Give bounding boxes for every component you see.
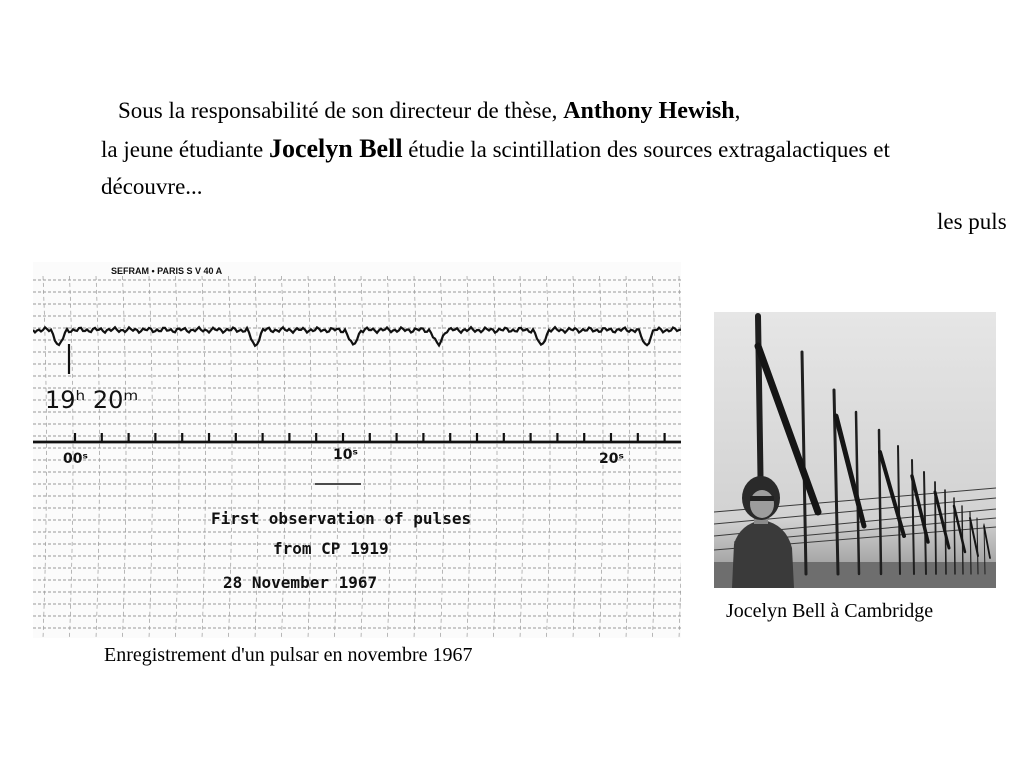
handwritten-note-line-2: from CP 1919 [273,539,389,558]
handwritten-note-line-3: 28 November 1967 [223,573,378,592]
anthony-hewish-name: Anthony Hewish [563,98,735,124]
handwritten-note-line-1: First observation of pulses [211,509,472,528]
intro-text-3: étudie la scintillation des sources extragalactiques et découvre... [101,137,890,199]
chart-paper-header: SEFRAM • PARIS S V 40 A [111,266,223,276]
recording-caption: Enregistrement d'un pulsar en novembre 1967 [104,644,473,666]
intro-comma: , [734,98,741,123]
intro-paragraph [101,92,981,205]
pulsars-text: les puls [937,209,1007,234]
tick-label-00: 00ˢ [63,451,88,467]
intro-text-1: Sous la responsabilité de son directeur de thèse, [118,98,564,123]
jocelyn-bell-name: Jocelyn Bell [268,134,403,163]
tick-label-20: 20ˢ [599,451,624,467]
pulsar-recording-image [33,262,681,638]
photo-caption: Jocelyn Bell à Cambridge [726,600,934,622]
tick-label-10: 10ˢ [333,447,358,463]
intro-text-2: la jeune étudiante [101,137,269,162]
jocelyn-bell-photo [714,312,996,588]
time-mark-label: 19ʰ 20ᵐ [45,386,139,414]
